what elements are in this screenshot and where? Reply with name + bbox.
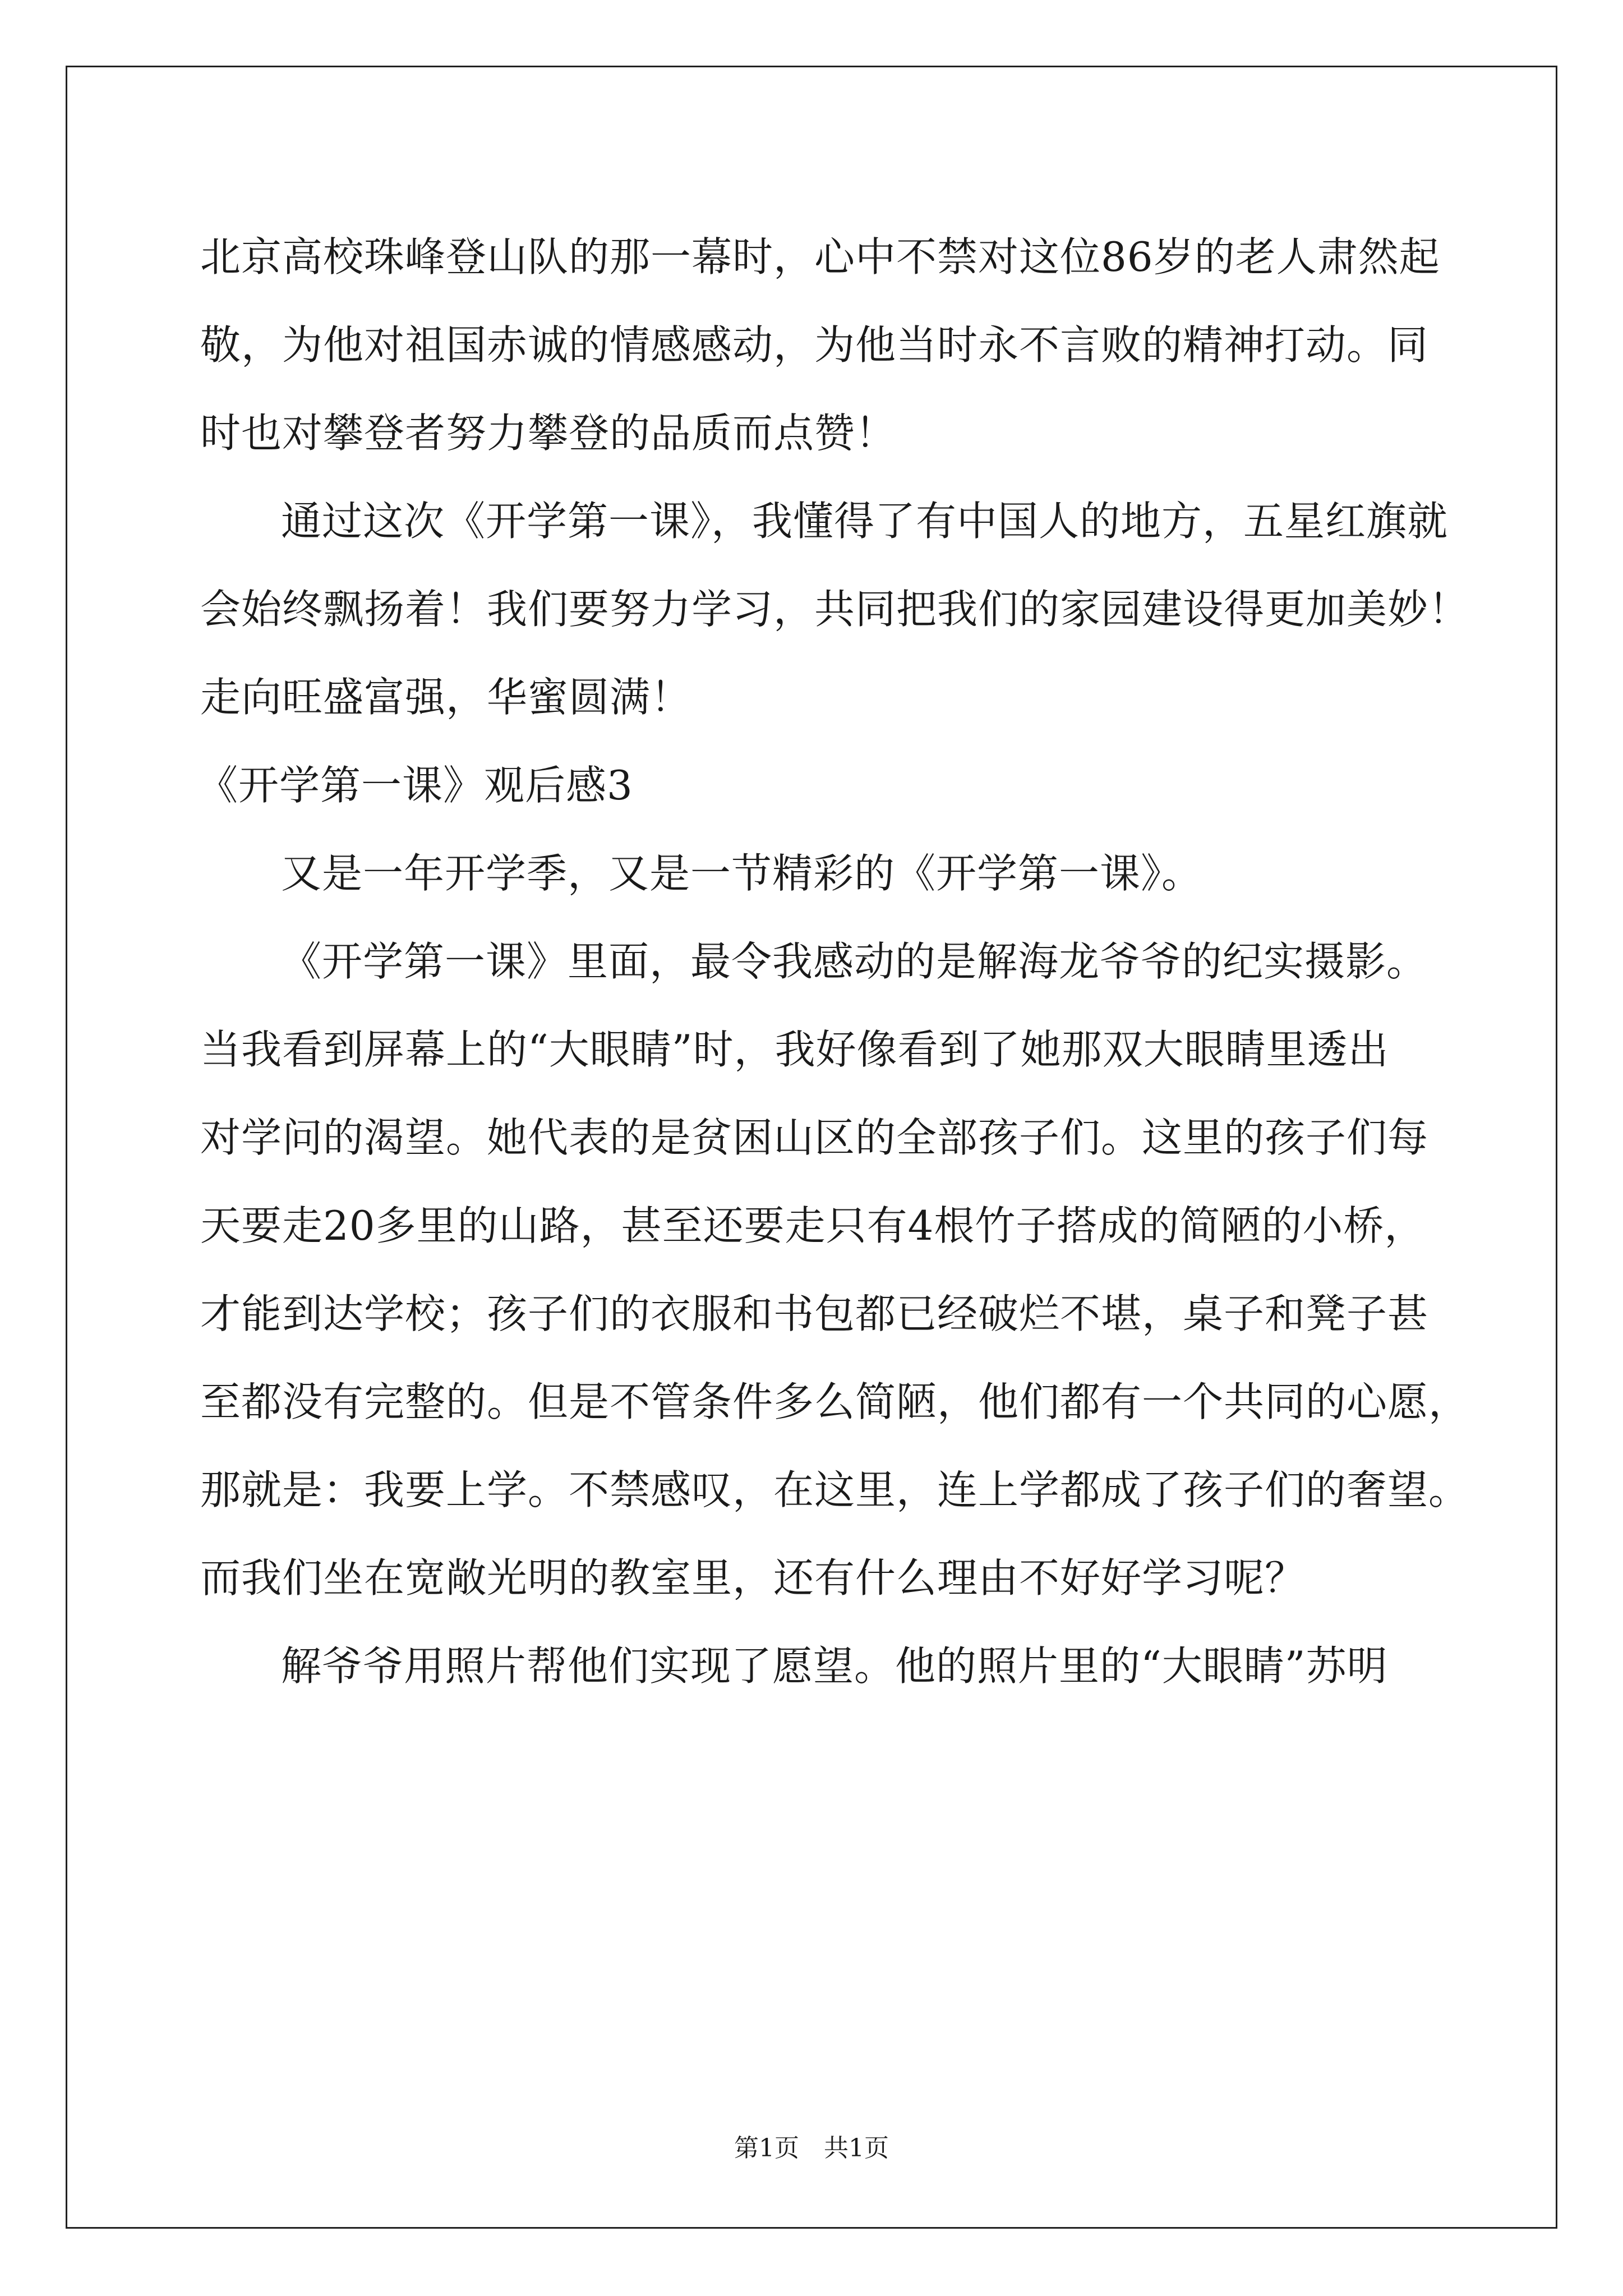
paragraph-line: 当我看到屏幕上的“大眼睛”时，我好像看到了她那双大眼睛里透出: [200, 1026, 1389, 1073]
paragraph-line: 会始终飘扬着！我们要努力学习，共同把我们的家园建设得更加美妙！: [200, 586, 1470, 633]
paragraph-line: 敬，为他对祖国赤诚的情感感动，为他当时永不言败的精神打动。同: [200, 321, 1429, 369]
paragraph-line: 才能到达学校；孩子们的衣服和书包都已经破烂不堪，桌子和凳子甚: [200, 1290, 1429, 1337]
paragraph-line: 对学问的渴望。她代表的是贫困山区的全部孩子们。这里的孩子们每: [200, 1114, 1429, 1161]
paragraph-line: 而我们坐在宽敞光明的教室里，还有什么理由不好好学习呢？: [200, 1554, 1306, 1602]
page-footer: 第1页 共1页: [734, 2134, 889, 2162]
section-heading: 《开学第一课》观后感3: [197, 762, 633, 809]
paragraph-line: 解爷爷用照片帮他们实现了愿望。他的照片里的“大眼睛”苏明: [281, 1642, 1388, 1690]
paragraph-line: 走向旺盛富强，华蜜圆满！: [200, 674, 692, 721]
paragraph-line: 天要走20多里的山路，甚至还要走只有4根竹子搭成的简陋的小桥，: [200, 1202, 1426, 1249]
paragraph-line: 又是一年开学季，又是一节精彩的《开学第一课》。: [281, 850, 1203, 897]
paragraph-line: 通过这次《开学第一课》，我懂得了有中国人的地方，五星红旗就: [281, 498, 1449, 545]
paragraph-line: 那就是：我要上学。不禁感叹，在这里，连上学都成了孩子们的奢望。: [200, 1466, 1470, 1513]
paragraph-line: 至都没有完整的。但是不管条件多么简陋，他们都有一个共同的心愿，: [200, 1378, 1470, 1425]
paragraph-line: 北京高校珠峰登山队的那一幕时，心中不禁对这位86岁的老人肃然起: [200, 233, 1440, 280]
document-body: [197, 213, 1470, 1710]
paragraph-line: 时也对攀登者努力攀登的品质而点赞！: [200, 409, 897, 457]
paragraph-line: 《开学第一课》里面，最令我感动的是解海龙爷爷的纪实摄影。: [281, 938, 1428, 985]
